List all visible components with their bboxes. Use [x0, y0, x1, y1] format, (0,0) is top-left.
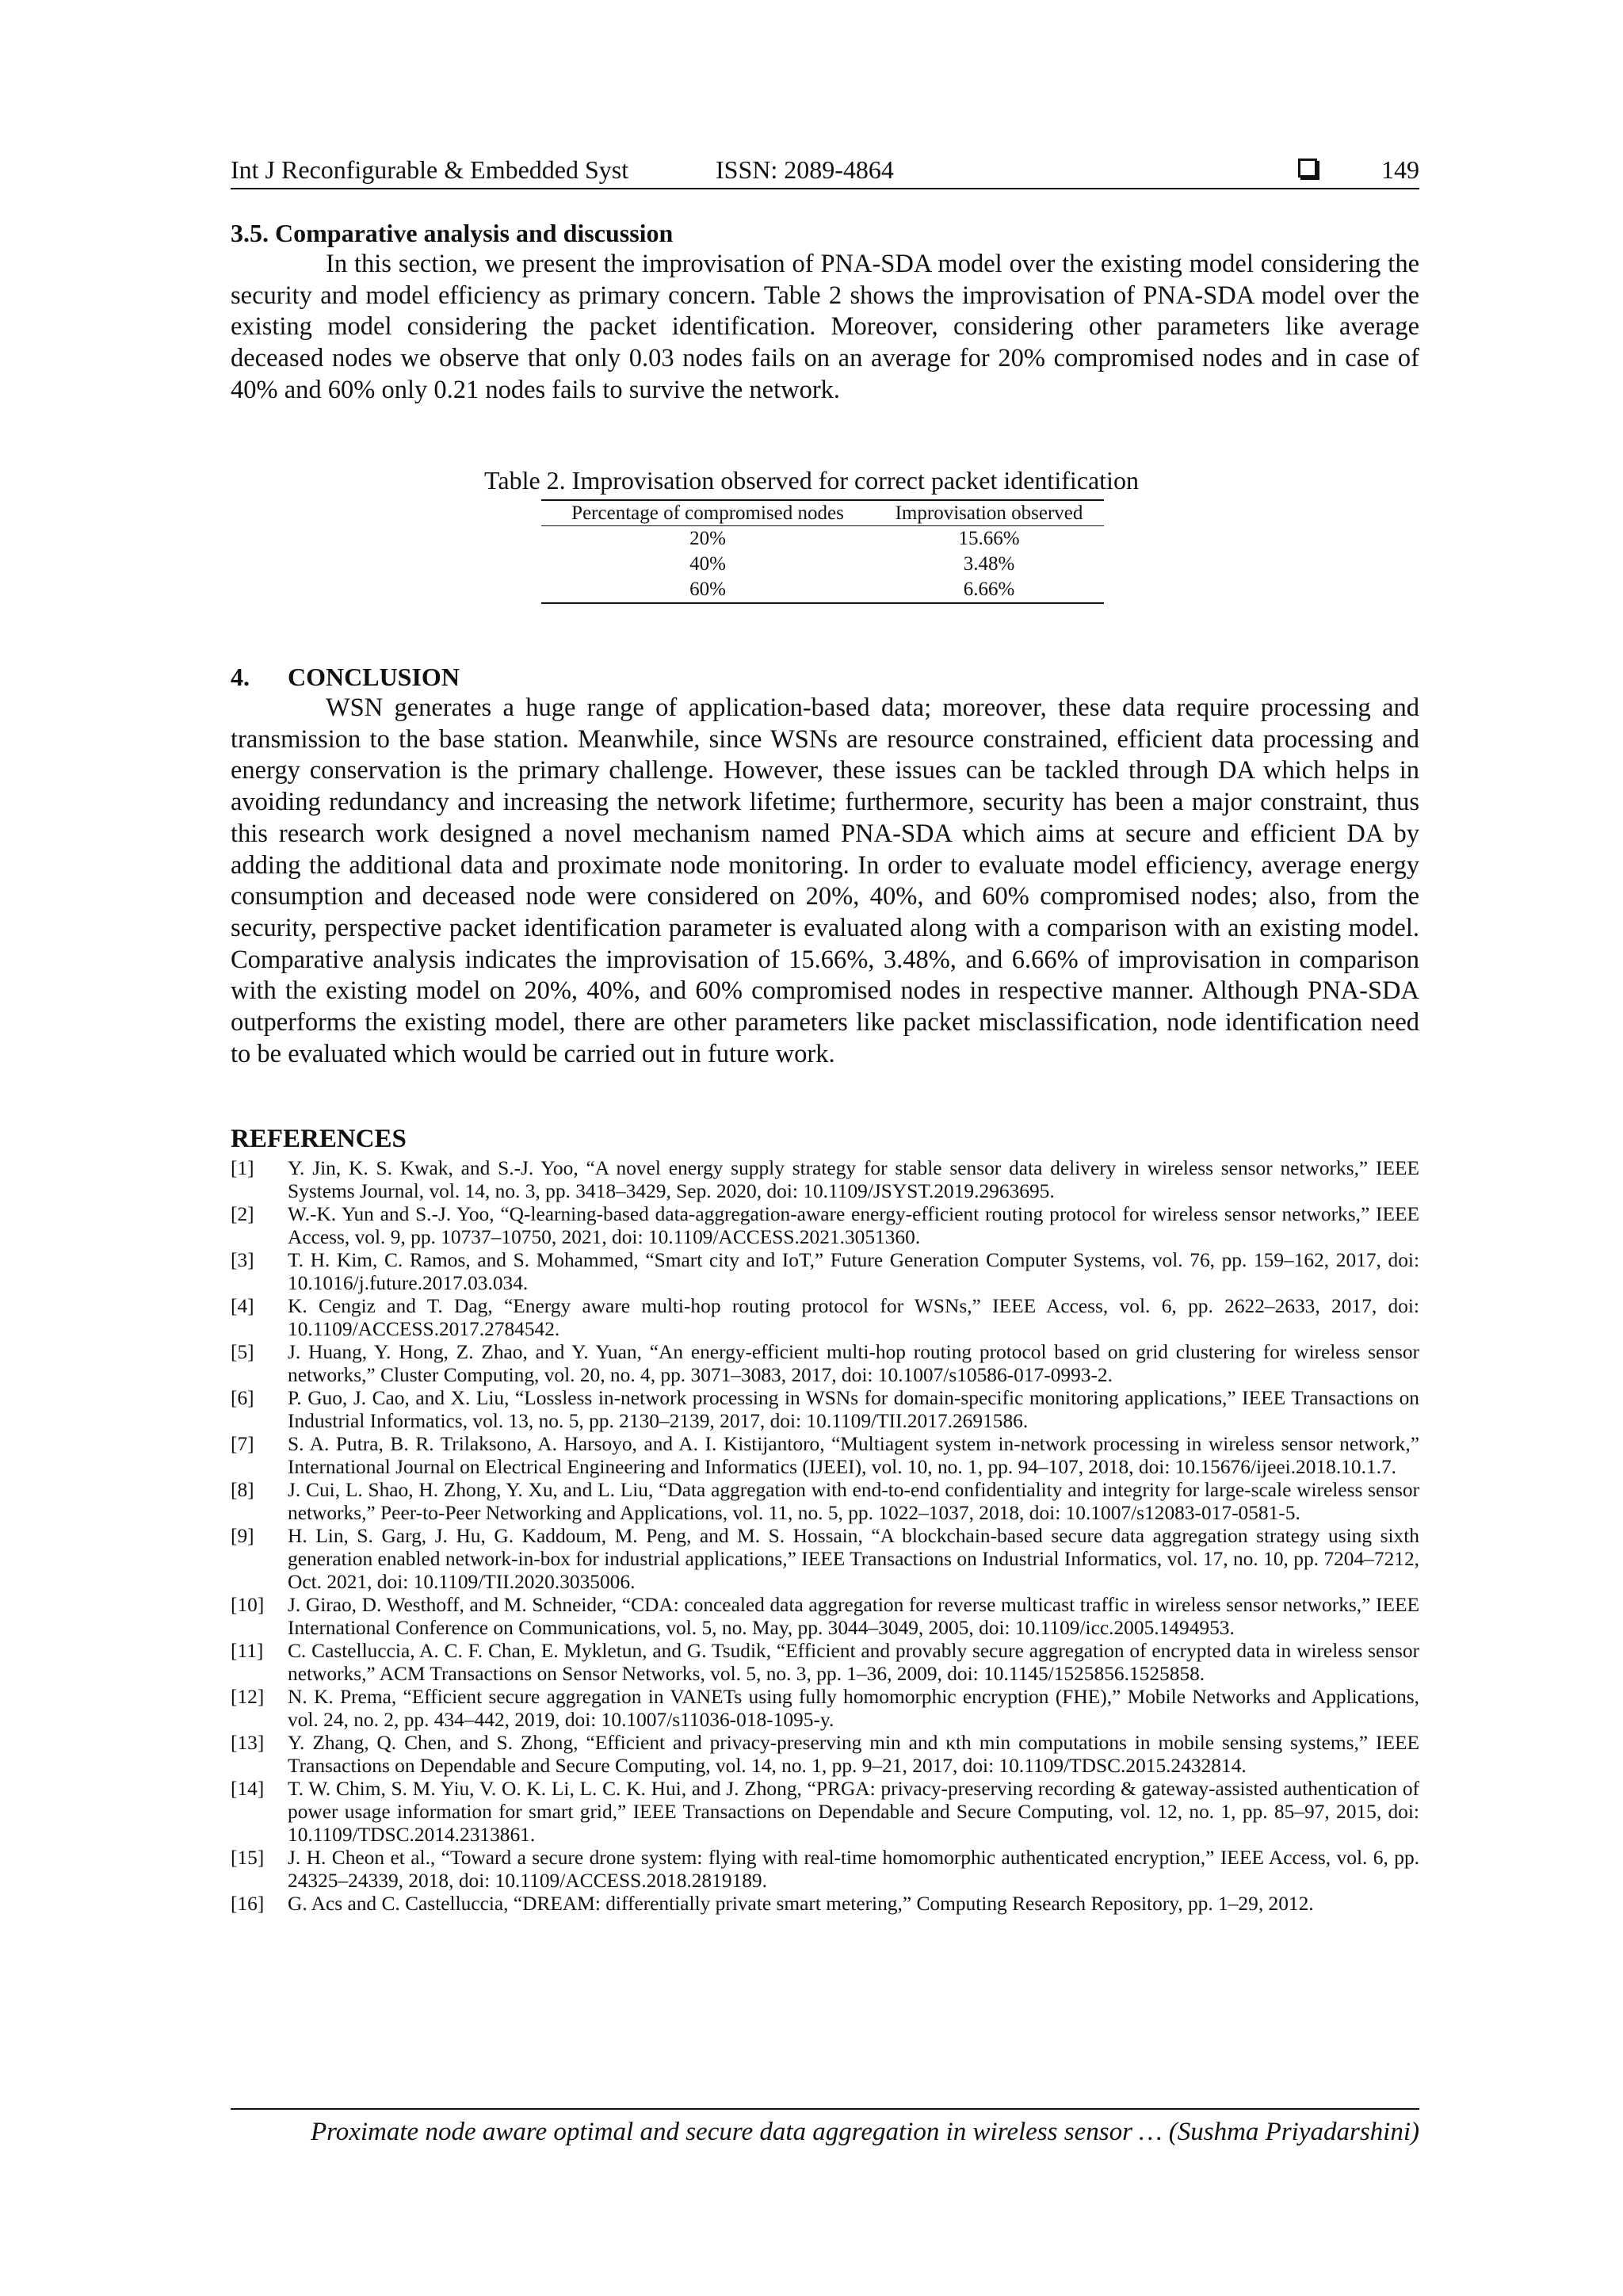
reference-number: [9]	[231, 1525, 254, 1547]
reference-text: G. Acs and C. Castelluccia, “DREAM: differentially private smart metering,” Computing Research Repository, pp. 1–29, 2012.	[288, 1893, 1314, 1915]
checkbox-square-icon	[1298, 159, 1317, 178]
reference-item	[231, 1295, 1419, 1341]
journal-name: Int J Reconfigurable & Embedded Syst	[231, 155, 629, 184]
table-cell: 20%	[689, 528, 726, 549]
reference-item	[231, 1594, 1419, 1640]
results-table	[541, 499, 1104, 604]
table-row	[541, 577, 1104, 603]
reference-item	[231, 1157, 1419, 1203]
reference-item	[231, 1778, 1419, 1847]
reference-number: [16]	[231, 1893, 265, 1915]
table-header-cell: Improvisation observed	[874, 500, 1104, 526]
header-rule	[231, 188, 1419, 189]
reference-item	[231, 1479, 1419, 1525]
reference-number: [6]	[231, 1387, 254, 1409]
table-cell: 3.48%	[963, 553, 1015, 575]
reference-item	[231, 1433, 1419, 1479]
reference-number: [13]	[231, 1732, 265, 1754]
reference-text: J. Girao, D. Westhoff, and M. Schneider, “CDA: concealed data aggregation for reverse multicast traffic in wireless sensor networks,” IEEE International Conference on Communications, vol. 5, no. May, pp. 3044–3049, 2005, doi: 10.1109/icc.2005.1494953.	[288, 1594, 1419, 1639]
reference-number: [7]	[231, 1433, 254, 1455]
references-list	[231, 1157, 1419, 1916]
reference-item	[231, 1732, 1419, 1778]
reference-number: [10]	[231, 1594, 265, 1616]
reference-item	[231, 1203, 1419, 1249]
reference-text: S. A. Putra, B. R. Trilaksono, A. Harsoyo, and A. I. Kistijantoro, “Multiagent system in-network processing in wireless sensor network,” International Journal on Electrical Engineering and Informatics (IJEEI), vol. 10, no. 1, pp. 94–107, 2018, doi: 10.15676/ijeei.2018.10.1.7.	[288, 1433, 1419, 1478]
footer-rule	[231, 2108, 1419, 2110]
issn: ISSN: 2089-4864	[716, 155, 894, 184]
running-footer: Proximate node aware optimal and secure data aggregation in wireless sensor … (Sushma Priyadarshini)	[310, 2118, 1419, 2146]
reference-text: T. W. Chim, S. M. Yiu, V. O. K. Li, L. C. K. Hui, and J. Zhong, “PRGA: privacy-preserving recording & gateway-assisted authentication of power usage information for smart grid,” IEEE Transactions on Dependable and Secure Computing, vol. 12, no. 1, pp. 85–97, 2015, doi: 10.1109/TDSC.2014.2313861.	[288, 1778, 1419, 1846]
table-header-cell: Percentage of compromised nodes	[541, 500, 874, 526]
table-cell: 6.66%	[963, 579, 1015, 600]
reference-item	[231, 1341, 1419, 1387]
reference-item	[231, 1686, 1419, 1732]
reference-text: T. H. Kim, C. Ramos, and S. Mohammed, “Smart city and IoT,” Future Generation Computer Systems, vol. 76, pp. 159–162, 2017, doi: 10.1016/j.future.2017.03.034.	[288, 1249, 1419, 1294]
reference-text: J. H. Cheon et al., “Toward a secure drone system: flying with real-time homomorphic authenticated encryption,” IEEE Access, vol. 6, pp. 24325–24339, 2018, doi: 10.1109/ACCESS.2018.2819189.	[288, 1847, 1419, 1892]
reference-number: [8]	[231, 1479, 254, 1501]
reference-text: P. Guo, J. Cao, and X. Liu, “Lossless in-network processing in WSNs for domain-specific monitoring applications,” IEEE Transactions on Industrial Informatics, vol. 13, no. 5, pp. 2130–2139, 2017, doi: 10.1109/TII.2017.2691586.	[288, 1387, 1419, 1432]
reference-text: K. Cengiz and T. Dag, “Energy aware multi-hop routing protocol for WSNs,” IEEE Access, vol. 6, pp. 2622–2633, 2017, doi: 10.1109/ACCESS.2017.2784542.	[288, 1295, 1419, 1340]
page-number: 149	[1381, 155, 1419, 184]
table-header-row	[541, 500, 1104, 526]
reference-text: Y. Jin, K. S. Kwak, and S.-J. Yoo, “A novel energy supply strategy for stable sensor data delivery in wireless sensor networks,” IEEE Systems Journal, vol. 14, no. 3, pp. 3418–3429, Sep. 2020, doi: 10.1109/JSYST.2019.2963695.	[288, 1157, 1419, 1202]
section-3-5-text: In this section, we present the improvisation of PNA-SDA model over the existing model considering the security and model efficiency as primary concern. Table 2 shows the improvisation of PNA-SDA model over the existing model considering the packet identification. Moreover, considering other parameters like average deceased nodes we observe that only 0.03 nodes fails on an average for 20% compromised nodes and in case of 40% and 60% only 0.21 nodes fails to survive the network.	[231, 250, 1419, 404]
reference-text: Y. Zhang, Q. Chen, and S. Zhong, “Efficient and privacy-preserving min and κth min computations in mobile sensing systems,” IEEE Transactions on Dependable and Secure Computing, vol. 14, no. 1, pp. 9–21, 2017, doi: 10.1109/TDSC.2015.2432814.	[288, 1732, 1419, 1777]
reference-item	[231, 1387, 1419, 1433]
table-row	[541, 552, 1104, 577]
reference-item	[231, 1847, 1419, 1893]
reference-text: J. Huang, Y. Hong, Z. Zhao, and Y. Yuan, “An energy-efficient multi-hop routing protocol based on grid clustering for wireless sensor networks,” Cluster Computing, vol. 20, no. 4, pp. 3071–3083, 2017, doi: 10.1007/s10586-017-0993-2.	[288, 1341, 1419, 1386]
reference-item	[231, 1249, 1419, 1295]
reference-number: [11]	[231, 1640, 264, 1662]
reference-text: C. Castelluccia, A. C. F. Chan, E. Mykletun, and G. Tsudik, “Efficient and provably secure aggregation of encrypted data in wireless sensor networks,” ACM Transactions on Sensor Networks, vol. 5, no. 3, pp. 1–36, 2009, doi: 10.1145/1525856.1525858.	[288, 1640, 1419, 1685]
reference-number: [4]	[231, 1295, 254, 1317]
reference-item	[231, 1525, 1419, 1594]
reference-number: [12]	[231, 1686, 265, 1708]
reference-text: W.-K. Yun and S.-J. Yoo, “Q-learning-based data-aggregation-aware energy-efficient routing protocol for wireless sensor networks,” IEEE Access, vol. 9, pp. 10737–10750, 2021, doi: 10.1109/ACCESS.2021.3051360.	[288, 1203, 1419, 1248]
reference-text: H. Lin, S. Garg, J. Hu, G. Kaddoum, M. Peng, and M. S. Hossain, “A blockchain-based secure data aggregation strategy using sixth generation enabled network-in-box for industrial applications,” IEEE Transactions on Industrial Informatics, vol. 17, no. 10, pp. 7204–7212, Oct. 2021, doi: 10.1109/TII.2020.3035006.	[288, 1525, 1419, 1593]
table-cell: 15.66%	[958, 528, 1020, 549]
reference-item	[231, 1640, 1419, 1686]
running-header	[231, 155, 1419, 187]
reference-number: [2]	[231, 1203, 254, 1225]
reference-text: J. Cui, L. Shao, H. Zhong, Y. Xu, and L. Liu, “Data aggregation with end-to-end confidentiality and integrity for large-scale wireless sensor networks,” Peer-to-Peer Networking and Applications, vol. 11, no. 5, pp. 1022–1037, 2018, doi: 10.1007/s12083-017-0581-5.	[288, 1479, 1419, 1524]
table-row	[541, 526, 1104, 552]
reference-number: [5]	[231, 1341, 254, 1363]
reference-text: N. K. Prema, “Efficient secure aggregation in VANETs using fully homomorphic encryption (FHE),” Mobile Networks and Applications, vol. 24, no. 2, pp. 434–442, 2019, doi: 10.1007/s11036-018-1095-y.	[288, 1686, 1419, 1731]
conclusion-paragraph	[231, 693, 1419, 1070]
section-3-5-paragraph	[231, 249, 1419, 407]
table-caption: Table 2. Improvisation observed for correct packet identification	[484, 466, 1139, 495]
table-cell: 60%	[689, 579, 726, 600]
section-heading-conclusion: 4. CONCLUSION	[231, 663, 460, 691]
reference-number: [15]	[231, 1847, 265, 1869]
table-cell: 40%	[689, 553, 726, 575]
reference-number: [3]	[231, 1249, 254, 1271]
references-heading: REFERENCES	[231, 1125, 407, 1153]
conclusion-text: WSN generates a huge range of application-based data; moreover, these data require processing and transmission to the base station. Meanwhile, since WSNs are resource constrained, efficient data processing and energy conservation is the primary challenge. However, these issues can be tackled through DA which helps in avoiding redundancy and increasing the network lifetime; furthermore, security has been a major constraint, thus this research work designed a novel mechanism named PNA-SDA which aims at secure and efficient DA by adding the additional data and proximate node monitoring. In order to evaluate model efficiency, average energy consumption and deceased node were considered on 20%, 40%, and 60% compromised nodes; also, from the security, perspective packet identification parameter is evaluated along with a comparison with an existing model. Comparative analysis indicates the improvisation of 15.66%, 3.48%, and 6.66% of improvisation in comparison with the existing model on 20%, 40%, and 60% compromised nodes in respective manner. Although PNA-SDA outperforms the existing model, there are other parameters like packet misclassification, node identification need to be evaluated which would be carried out in future work.	[231, 693, 1419, 1068]
reference-number: [1]	[231, 1157, 254, 1179]
reference-number: [14]	[231, 1778, 265, 1800]
section-heading-3-5: 3.5. Comparative analysis and discussion	[231, 219, 674, 247]
reference-item	[231, 1893, 1419, 1916]
